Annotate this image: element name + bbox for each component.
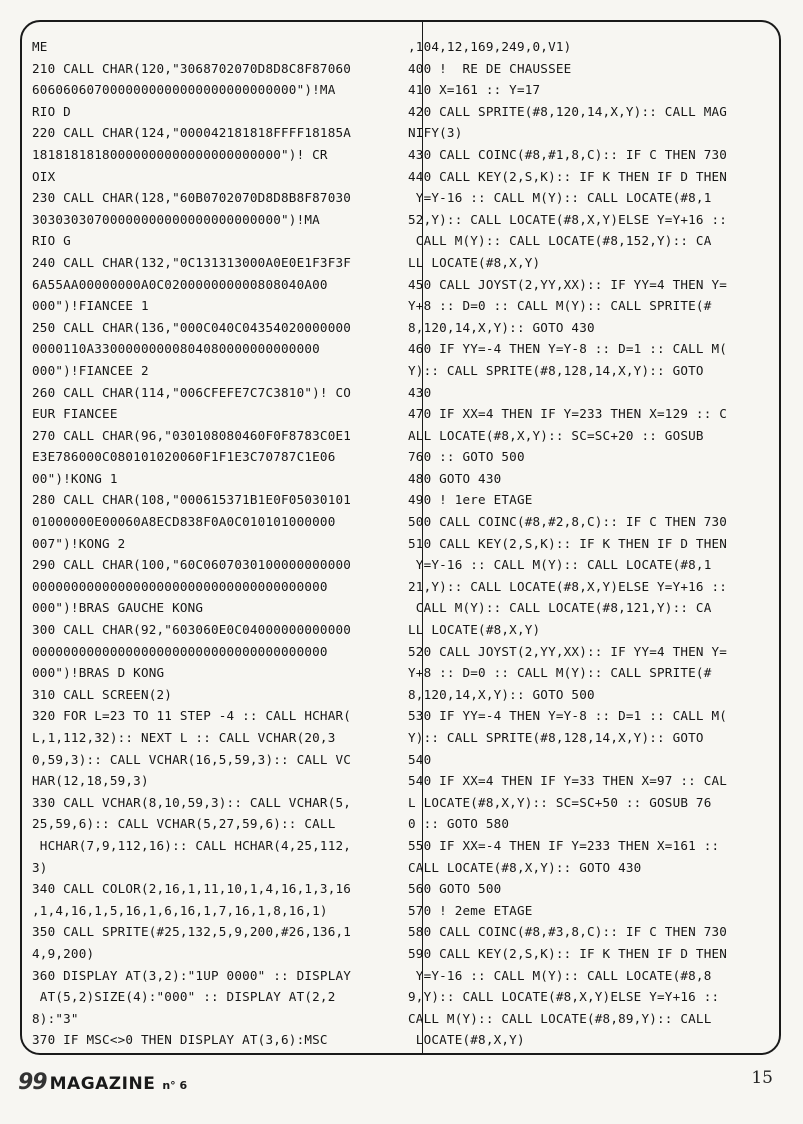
code-line: 000")!FIANCEE 1: [32, 298, 149, 314]
code-line: 0,59,3):: CALL VCHAR(16,5,59,3):: CALL VC: [32, 751, 352, 767]
code-line: 420 CALL SPRITE(#8,120,14,X,Y):: CALL MAG: [408, 103, 728, 119]
code-line: 30303030700000000000000000000000")!MA: [32, 211, 320, 227]
code-line: ALL LOCATE(#8,X,Y):: SC=SC+20 :: GOSUB: [408, 427, 704, 443]
code-line: ME: [32, 39, 48, 54]
code-line: [32, 1051, 417, 1055]
logo-word: MAGAZINE: [49, 1074, 156, 1094]
code-line: 220 CALL CHAR(124,"000042181818FFFF18185A: [32, 125, 352, 141]
code-line: 007")!KONG 2: [32, 535, 126, 551]
code-line: ,104,12,169,249,0,V1): [408, 39, 572, 54]
code-line: 460 IF YY=-4 THEN Y=Y-8 :: D=1 :: CALL M(: [408, 341, 728, 357]
code-line: 230 CALL CHAR(128,"60B0702070D8D8B8F87030: [32, 190, 352, 206]
code-line: 4,9,200): [32, 945, 95, 961]
code-line: 25,59,6):: CALL VCHAR(5,27,59,6):: CALL: [32, 816, 336, 832]
code-line: 330 CALL VCHAR(8,10,59,3):: CALL VCHAR(5,: [32, 794, 352, 810]
code-line: 240 CALL CHAR(132,"0C131313000A0E0E1F3F3F: [32, 254, 352, 270]
code-line: 440 CALL KEY(2,S,K):: IF K THEN IF D THEN: [408, 168, 728, 184]
code-line: 290 CALL CHAR(100,"60C0607030100000000000: [32, 557, 352, 573]
code-line: 280 CALL CHAR(108,"000615371B1E0F05030101: [32, 492, 352, 508]
code-line: HCHAR(7,9,112,16):: CALL HCHAR(4,25,112,: [32, 837, 352, 853]
code-line: 00000000000000000000000000000000000000: [32, 643, 328, 659]
code-line: L LOCATE(#8,X,Y):: SC=SC+50 :: GOSUB 76: [408, 794, 712, 810]
code-line: E3E786000C080101020060F1F1E3C70787C1E06: [32, 449, 336, 465]
code-line: 9,Y):: CALL LOCATE(#8,X,Y)ELSE Y=Y+16 ::: [408, 989, 720, 1005]
code-line: 540 IF XX=4 THEN IF Y=33 THEN X=97 :: CAL: [408, 773, 728, 789]
code-line: 410 X=161 :: Y=17: [408, 82, 541, 98]
code-line: 500 CALL COINC(#8,#2,8,C):: IF C THEN 730: [408, 514, 728, 530]
code-line: 450 CALL JOYST(2,YY,XX):: IF YY=4 THEN Y=: [408, 276, 728, 292]
code-line: 6A55AA00000000A0C020000000000808040A00: [32, 276, 328, 292]
code-line: Y=Y-16 :: CALL M(Y):: CALL LOCATE(#8,1: [408, 557, 712, 573]
listing-column-left: [32, 36, 417, 1055]
code-line: Y):: CALL SPRITE(#8,128,14,X,Y):: GOTO: [408, 730, 704, 745]
code-line: 360 DISPLAY AT(3,2):"1UP 0000" :: DISPLAY: [32, 967, 352, 983]
listing-frame: [20, 20, 781, 1055]
code-line: CALL LOCATE(#8,X,Y):: GOTO 430: [408, 859, 642, 875]
code-line: 340 CALL COLOR(2,16,1,11,10,1,4,16,1,3,16: [32, 881, 352, 897]
issue-number: n° 6: [162, 1079, 188, 1092]
page-number: 15: [751, 1068, 773, 1088]
code-line: Y=Y-16 :: CALL M(Y):: CALL LOCATE(#8,8: [408, 967, 712, 983]
code-line: 0000110A33000000000804080000000000000: [32, 341, 320, 357]
code-line: 8,120,14,X,Y):: GOTO 430: [408, 319, 595, 335]
code-line: 000")!FIANCEE 2: [32, 362, 149, 378]
code-line: NIFY(3): [408, 125, 463, 141]
code-line: 400 ! RE DE CHAUSSEE: [408, 60, 572, 76]
code-line: 320 FOR L=23 TO 11 STEP -4 :: CALL HCHAR(: [32, 708, 352, 724]
code-line: [408, 1051, 773, 1055]
code-line: Y+8 :: D=0 :: CALL M(Y):: CALL SPRITE(#: [408, 298, 712, 314]
code-line: 760 :: GOTO 500: [408, 449, 525, 465]
code-line: 18181818180000000000000000000000")! CR: [32, 146, 328, 162]
code-line: 430: [408, 384, 432, 400]
code-line: 560 GOTO 500: [408, 881, 502, 897]
code-line: CALL M(Y):: CALL LOCATE(#8,152,Y):: CA: [408, 233, 712, 249]
code-line: 00000000000000000000000000000000000000: [32, 578, 328, 594]
code-line: CALL M(Y):: CALL LOCATE(#8,121,Y):: CA: [408, 600, 712, 616]
code-line: OIX: [32, 168, 56, 184]
code-line: 350 CALL SPRITE(#25,132,5,9,200,#26,136,1: [32, 924, 352, 940]
code-line: ,1,4,16,1,5,16,1,6,16,1,7,16,1,8,16,1): [32, 902, 328, 918]
code-line: 250 CALL CHAR(136,"000C040C04354020000000: [32, 319, 352, 335]
logo-digits: 99: [18, 1070, 47, 1095]
magazine-logo: [18, 1070, 187, 1095]
code-line: 530 IF YY=-4 THEN Y=Y-8 :: D=1 :: CALL M(: [408, 708, 728, 724]
code-line: Y):: CALL SPRITE(#8,128,14,X,Y):: GOTO: [408, 362, 704, 378]
code-line: 52,Y):: CALL LOCATE(#8,X,Y)ELSE Y=Y+16 ::: [408, 211, 728, 227]
code-line: 8):"3": [32, 1010, 79, 1026]
code-line: 590 CALL KEY(2,S,K):: IF K THEN IF D THEN: [408, 945, 728, 961]
code-line: 510 CALL KEY(2,S,K):: IF K THEN IF D THEN: [408, 535, 728, 551]
code-line: 470 IF XX=4 THEN IF Y=233 THEN X=129 :: C: [408, 406, 728, 422]
code-line: L,1,112,32):: NEXT L :: CALL VCHAR(20,3: [32, 730, 336, 745]
code-line: 260 CALL CHAR(114,"006CFEFE7C7C3810")! CO: [32, 384, 352, 400]
code-line: 550 IF XX=-4 THEN IF Y=233 THEN X=161 ::: [408, 837, 720, 853]
code-line: Y+8 :: D=0 :: CALL M(Y):: CALL SPRITE(#: [408, 665, 712, 681]
code-line: 480 GOTO 430: [408, 470, 502, 486]
code-line: 0 :: GOTO 580: [408, 816, 510, 832]
code-line: AT(5,2)SIZE(4):"000" :: DISPLAY AT(2,2: [32, 989, 336, 1005]
code-line: 000")!BRAS D KONG: [32, 665, 165, 681]
code-line: RIO D: [32, 103, 71, 119]
code-line: EUR FIANCEE: [32, 406, 118, 422]
code-line: CALL M(Y):: CALL LOCATE(#8,89,Y):: CALL: [408, 1010, 712, 1026]
code-line: 21,Y):: CALL LOCATE(#8,X,Y)ELSE Y=Y+16 ::: [408, 578, 728, 594]
code-line: Y=Y-16 :: CALL M(Y):: CALL LOCATE(#8,1: [408, 190, 712, 206]
code-line: 000")!BRAS GAUCHE KONG: [32, 600, 204, 616]
code-line: 270 CALL CHAR(96,"030108080460F0F8783C0E1: [32, 427, 352, 443]
code-line: LL LOCATE(#8,X,Y): [408, 254, 541, 270]
code-line: 430 CALL COINC(#8,#1,8,C):: IF C THEN 730: [408, 146, 728, 162]
code-line: 580 CALL COINC(#8,#3,8,C):: IF C THEN 730: [408, 924, 728, 940]
code-line: 490 ! 1ere ETAGE: [408, 492, 533, 508]
code-line: 520 CALL JOYST(2,YY,XX):: IF YY=4 THEN Y=: [408, 643, 728, 659]
code-line: HAR(12,18,59,3): [32, 773, 149, 789]
code-line: 540: [408, 751, 432, 767]
code-line: LOCATE(#8,X,Y): [408, 1032, 525, 1048]
code-line: 8,120,14,X,Y):: GOTO 500: [408, 686, 595, 702]
code-line: 01000000E00060A8ECD838F0A0C010101000000: [32, 514, 336, 530]
code-line: 570 ! 2eme ETAGE: [408, 902, 533, 918]
code-line: 210 CALL CHAR(120,"3068702070D8D8C8F87060: [32, 60, 352, 76]
code-line: 370 IF MSC<>0 THEN DISPLAY AT(3,6):MSC: [32, 1032, 328, 1048]
code-line: 300 CALL CHAR(92,"603060E0C04000000000000: [32, 622, 352, 638]
code-line: LL LOCATE(#8,X,Y): [408, 622, 541, 638]
code-line: 00")!KONG 1: [32, 470, 118, 486]
code-line: RIO G: [32, 233, 71, 249]
code-line: 6060606070000000000000000000000000")!MA: [32, 82, 336, 98]
code-line: 310 CALL SCREEN(2): [32, 686, 173, 702]
code-line: 3): [32, 859, 48, 875]
listing-column-right: [408, 36, 773, 1055]
